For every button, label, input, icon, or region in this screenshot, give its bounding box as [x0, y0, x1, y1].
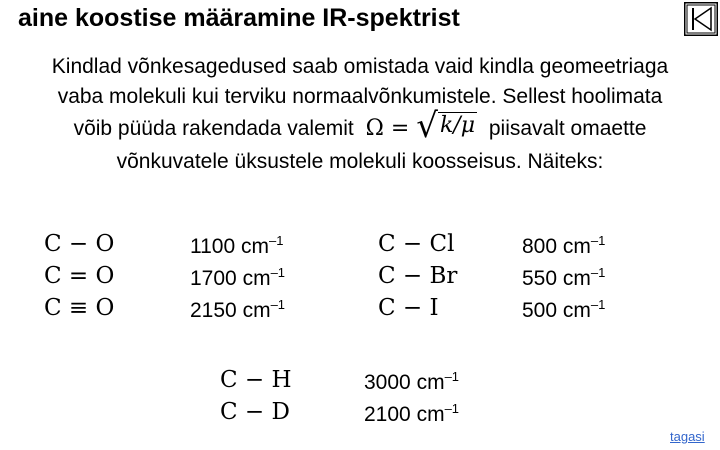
back-link[interactable]: tagasi: [670, 429, 705, 444]
bond-wavenumber: 3000 $cm^{-1}$: [364, 369, 460, 394]
bond-wavenumber: 1700 $cm^{-1}$: [190, 265, 286, 290]
bond-wavenumber: 800 $cm^{-1}$: [522, 233, 606, 258]
bond-formula: C ≡ O: [44, 295, 115, 321]
bond-formula: C = O: [44, 263, 115, 289]
back-to-start-button[interactable]: [684, 2, 718, 36]
paragraph-line-1: Kindlad võnkesagedused saab omistada vaid kindla geomeetriaga: [51, 55, 669, 78]
paragraph-line-3-end: piisavalt omaette: [488, 117, 647, 141]
bond-wavenumber: 500 $cm^{-1}$: [522, 297, 606, 322]
bond-wavenumber: 2150 $cm^{-1}$: [190, 297, 286, 322]
paragraph-line-3-start: võib püüda rakendada valemit: [73, 117, 354, 141]
bond-formula: C − H: [220, 367, 292, 393]
bond-wavenumber: 2100 $cm^{-1}$: [364, 401, 460, 426]
radical-sign: √: [416, 106, 438, 146]
description-paragraph: [0, 52, 720, 177]
formula-radicand: k/μ: [439, 113, 475, 138]
bond-formula: C − Cl: [378, 231, 455, 257]
slide-title: aine koostise määramine IR-spektrist: [18, 4, 460, 32]
bond-formula: C − O: [44, 231, 115, 257]
paragraph-line-3: [0, 106, 720, 147]
bond-wavenumber: 550 $cm^{-1}$: [522, 265, 606, 290]
bond-formula: C − Br: [378, 263, 458, 289]
paragraph-line-4: võnkuvatele üksustele molekuli koosseisus. Näiteks:: [116, 150, 604, 173]
bond-formula: C − I: [378, 295, 439, 321]
square-root: [416, 106, 477, 146]
paragraph-line-2: vaba molekuli kui terviku normaalvõnkumistele. Sellest hoolimata: [57, 85, 663, 108]
frequency-formula: [365, 106, 477, 146]
formula-lhs: Ω =: [365, 116, 410, 141]
bond-wavenumber: 1100 $cm^{-1}$: [190, 233, 284, 258]
bond-formula: C − D: [220, 399, 290, 425]
skip-back-icon: [684, 2, 718, 36]
